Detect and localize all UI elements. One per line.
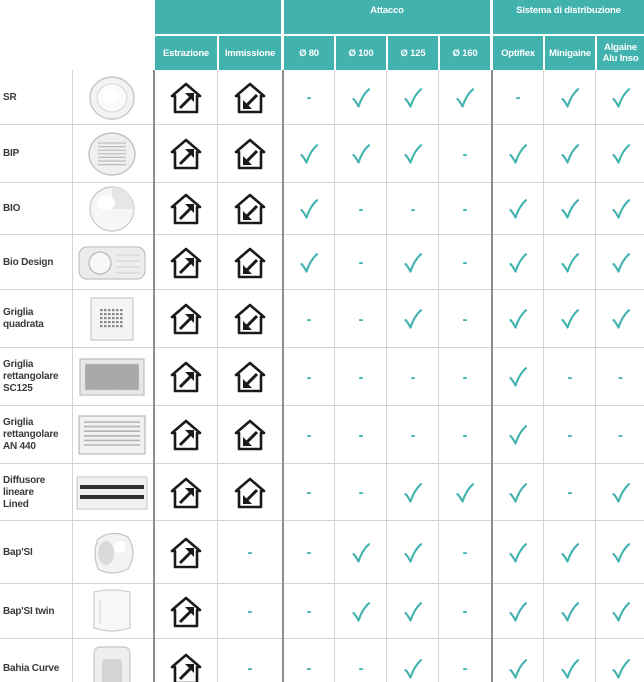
dash-icon: - [306, 426, 312, 444]
product-name: Bio Design [3, 256, 54, 268]
cell-optiflex [493, 235, 543, 290]
dash-icon: - [247, 603, 253, 620]
cell-d80 [284, 125, 334, 183]
cell-d125 [388, 235, 438, 290]
cell-d100 [336, 464, 386, 521]
cell-d160 [440, 464, 490, 521]
extraction-house-icon [155, 521, 217, 584]
dash-icon: - [247, 660, 253, 677]
immission-house-icon [219, 406, 281, 464]
check-icon [404, 602, 422, 622]
column-divider [72, 70, 73, 682]
cell-minigaine [545, 584, 595, 639]
check-icon [509, 602, 527, 622]
cell-optiflex [493, 521, 543, 584]
dash-icon: - [410, 368, 416, 386]
cell-d100 [336, 70, 386, 125]
check-icon [404, 253, 422, 273]
product-image [76, 74, 148, 122]
col-header-d160: Ø 160 [440, 36, 490, 70]
cell-algaine [597, 125, 644, 183]
immission-dash [219, 584, 281, 639]
cell-d125 [388, 464, 438, 521]
immission-dash [219, 521, 281, 584]
extraction-house-icon [155, 464, 217, 521]
column-divider [543, 70, 544, 682]
col-header-minigaine: Minigaine [545, 36, 595, 70]
cell-d100 [336, 584, 386, 639]
dash-icon: - [306, 660, 312, 677]
cell-d80 [284, 584, 334, 639]
column-divider [153, 70, 155, 682]
cell-optiflex [493, 639, 543, 682]
cell-d125 [388, 70, 438, 125]
extraction-house-icon [155, 290, 217, 348]
check-icon [509, 483, 527, 503]
column-divider [595, 70, 596, 682]
cell-optiflex [493, 70, 543, 125]
cell-d160 [440, 70, 490, 125]
cell-algaine [597, 183, 644, 235]
cell-d80 [284, 290, 334, 348]
check-icon [509, 543, 527, 563]
column-divider [217, 70, 218, 682]
cell-algaine [597, 584, 644, 639]
product-image [76, 411, 148, 459]
immission-house-icon [219, 70, 281, 125]
dash-icon: - [306, 368, 312, 386]
cell-algaine [597, 639, 644, 682]
check-icon [561, 144, 579, 164]
check-icon [561, 199, 579, 219]
cell-d100 [336, 235, 386, 290]
cell-d80 [284, 521, 334, 584]
product-name: BIO [3, 203, 21, 214]
product-image [76, 353, 148, 401]
column-divider [386, 70, 387, 682]
dash-icon: - [410, 426, 416, 444]
cell-optiflex [493, 464, 543, 521]
dash-icon: - [358, 254, 364, 271]
dash-icon: - [462, 200, 468, 218]
cell-d160 [440, 348, 490, 406]
cell-d125 [388, 584, 438, 639]
product-image [76, 588, 148, 636]
col-header-d125: Ø 125 [388, 36, 438, 70]
col-header-optiflex: Optiflex [493, 36, 543, 70]
dash-icon: - [306, 484, 312, 501]
check-icon [404, 144, 422, 164]
product-name: Bap'SI twin [3, 605, 55, 617]
product-name: Bahia Curve [3, 662, 60, 674]
check-icon [352, 543, 370, 563]
cell-optiflex [493, 183, 543, 235]
cell-d125 [388, 290, 438, 348]
cell-d100 [336, 639, 386, 682]
product-image [76, 529, 148, 577]
cell-d160 [440, 235, 490, 290]
cell-optiflex [493, 125, 543, 183]
col-header-estrazione: Estrazione [155, 36, 217, 70]
cell-d80 [284, 348, 334, 406]
header-attacco: Attacco [284, 0, 490, 34]
cell-d100 [336, 125, 386, 183]
extraction-house-icon [155, 584, 217, 639]
dash-icon: - [306, 310, 312, 328]
check-icon [612, 602, 630, 622]
cell-d100 [336, 521, 386, 584]
dash-icon: - [567, 484, 573, 501]
extraction-house-icon [155, 183, 217, 235]
extraction-house-icon [155, 639, 217, 682]
check-icon [612, 253, 630, 273]
cell-d125 [388, 125, 438, 183]
cell-algaine [597, 406, 644, 464]
cell-d160 [440, 406, 490, 464]
check-icon [561, 543, 579, 563]
cell-algaine [597, 348, 644, 406]
dash-icon: - [462, 254, 468, 271]
dash-icon: - [358, 660, 364, 677]
product-image [76, 239, 148, 287]
cell-minigaine [545, 235, 595, 290]
product-image [76, 645, 148, 682]
product-name: BIP [3, 148, 20, 159]
col-header-immissione: Immissione [219, 36, 281, 70]
check-icon [509, 199, 527, 219]
cell-d125 [388, 639, 438, 682]
check-icon [612, 144, 630, 164]
check-icon [352, 88, 370, 108]
dash-icon: - [306, 89, 312, 106]
col-header-d100: Ø 100 [336, 36, 386, 70]
cell-d100 [336, 290, 386, 348]
cell-d80 [284, 235, 334, 290]
check-icon [561, 88, 579, 108]
cell-minigaine [545, 290, 595, 348]
check-icon [300, 144, 318, 164]
cell-d80 [284, 464, 334, 521]
product-image [76, 295, 148, 343]
immission-house-icon [219, 290, 281, 348]
cell-d160 [440, 183, 490, 235]
immission-house-icon [219, 464, 281, 521]
cell-optiflex [493, 348, 543, 406]
dash-icon: - [462, 426, 468, 444]
product-name: Griglia rettangolare AN 440 [3, 417, 59, 452]
cell-d80 [284, 406, 334, 464]
cell-algaine [597, 70, 644, 125]
check-icon [612, 543, 630, 563]
cell-d125 [388, 521, 438, 584]
dash-icon: - [462, 368, 468, 386]
dash-icon: - [462, 603, 468, 620]
check-icon [561, 309, 579, 329]
cell-d160 [440, 521, 490, 584]
cell-d100 [336, 348, 386, 406]
cell-d125 [388, 406, 438, 464]
check-icon [404, 88, 422, 108]
product-image [76, 130, 148, 178]
cell-d125 [388, 183, 438, 235]
cell-d80 [284, 639, 334, 682]
dash-icon: - [306, 603, 312, 620]
check-icon [509, 309, 527, 329]
check-icon [612, 88, 630, 108]
check-icon [300, 253, 318, 273]
cell-algaine [597, 464, 644, 521]
cell-minigaine [545, 70, 595, 125]
dash-icon: - [567, 426, 573, 444]
immission-house-icon [219, 183, 281, 235]
check-icon [612, 483, 630, 503]
dash-icon: - [462, 660, 468, 677]
cell-d100 [336, 406, 386, 464]
cell-minigaine [545, 406, 595, 464]
header-blank [155, 0, 281, 34]
immission-house-icon [219, 235, 281, 290]
dash-icon: - [358, 200, 364, 218]
dash-icon: - [358, 484, 364, 501]
extraction-house-icon [155, 70, 217, 125]
product-image [76, 185, 148, 233]
header-sistema: Sistema di distribuzione [493, 0, 644, 34]
check-icon [509, 144, 527, 164]
check-icon [456, 88, 474, 108]
col-header-algaine: Algaine Alu Inso [597, 36, 644, 70]
dash-icon: - [358, 426, 364, 444]
cell-d160 [440, 584, 490, 639]
cell-optiflex [493, 290, 543, 348]
col-header-d80: Ø 80 [284, 36, 334, 70]
cell-d80 [284, 70, 334, 125]
check-icon [612, 199, 630, 219]
check-icon [509, 425, 527, 445]
cell-d160 [440, 639, 490, 682]
dash-icon: - [358, 310, 364, 328]
check-icon [404, 309, 422, 329]
dash-icon: - [462, 310, 468, 328]
immission-house-icon [219, 125, 281, 183]
cell-optiflex [493, 584, 543, 639]
extraction-house-icon [155, 235, 217, 290]
column-divider [282, 70, 284, 682]
product-name: Griglia quadrata [3, 307, 44, 330]
check-icon [561, 659, 579, 679]
product-name: Diffusore lineare Lined [3, 474, 46, 510]
cell-d160 [440, 125, 490, 183]
product-name: SR [3, 91, 17, 103]
dash-icon: - [567, 368, 573, 386]
immission-house-icon [219, 348, 281, 406]
dash-icon: - [247, 544, 253, 561]
cell-algaine [597, 521, 644, 584]
check-icon [404, 483, 422, 503]
check-icon [352, 602, 370, 622]
product-image [76, 469, 148, 517]
cell-minigaine [545, 183, 595, 235]
check-icon [612, 309, 630, 329]
cell-minigaine [545, 639, 595, 682]
check-icon [509, 253, 527, 273]
cell-d100 [336, 183, 386, 235]
dash-icon: - [618, 426, 623, 444]
dash-icon: - [462, 145, 468, 163]
cell-minigaine [545, 521, 595, 584]
dash-icon: - [618, 368, 623, 386]
check-icon [561, 253, 579, 273]
column-divider [334, 70, 335, 682]
check-icon [509, 659, 527, 679]
cell-minigaine [545, 125, 595, 183]
product-name: Bap'SI [3, 546, 33, 558]
check-icon [561, 602, 579, 622]
dash-icon: - [515, 89, 521, 106]
column-divider [491, 70, 493, 682]
dash-icon: - [410, 200, 416, 218]
cell-minigaine [545, 348, 595, 406]
dash-icon: - [306, 544, 312, 561]
check-icon [509, 367, 527, 387]
dash-icon: - [462, 544, 468, 561]
check-icon [404, 659, 422, 679]
extraction-house-icon [155, 348, 217, 406]
product-name: Griglia rettangolare SC125 [3, 359, 59, 394]
cell-algaine [597, 290, 644, 348]
extraction-house-icon [155, 406, 217, 464]
immission-dash [219, 639, 281, 682]
check-icon [352, 144, 370, 164]
cell-d125 [388, 348, 438, 406]
cell-algaine [597, 235, 644, 290]
check-icon [612, 659, 630, 679]
cell-optiflex [493, 406, 543, 464]
extraction-house-icon [155, 125, 217, 183]
check-icon [404, 543, 422, 563]
check-icon [456, 483, 474, 503]
cell-d160 [440, 290, 490, 348]
cell-d80 [284, 183, 334, 235]
check-icon [300, 199, 318, 219]
dash-icon: - [358, 368, 364, 386]
cell-minigaine [545, 464, 595, 521]
column-divider [438, 70, 439, 682]
